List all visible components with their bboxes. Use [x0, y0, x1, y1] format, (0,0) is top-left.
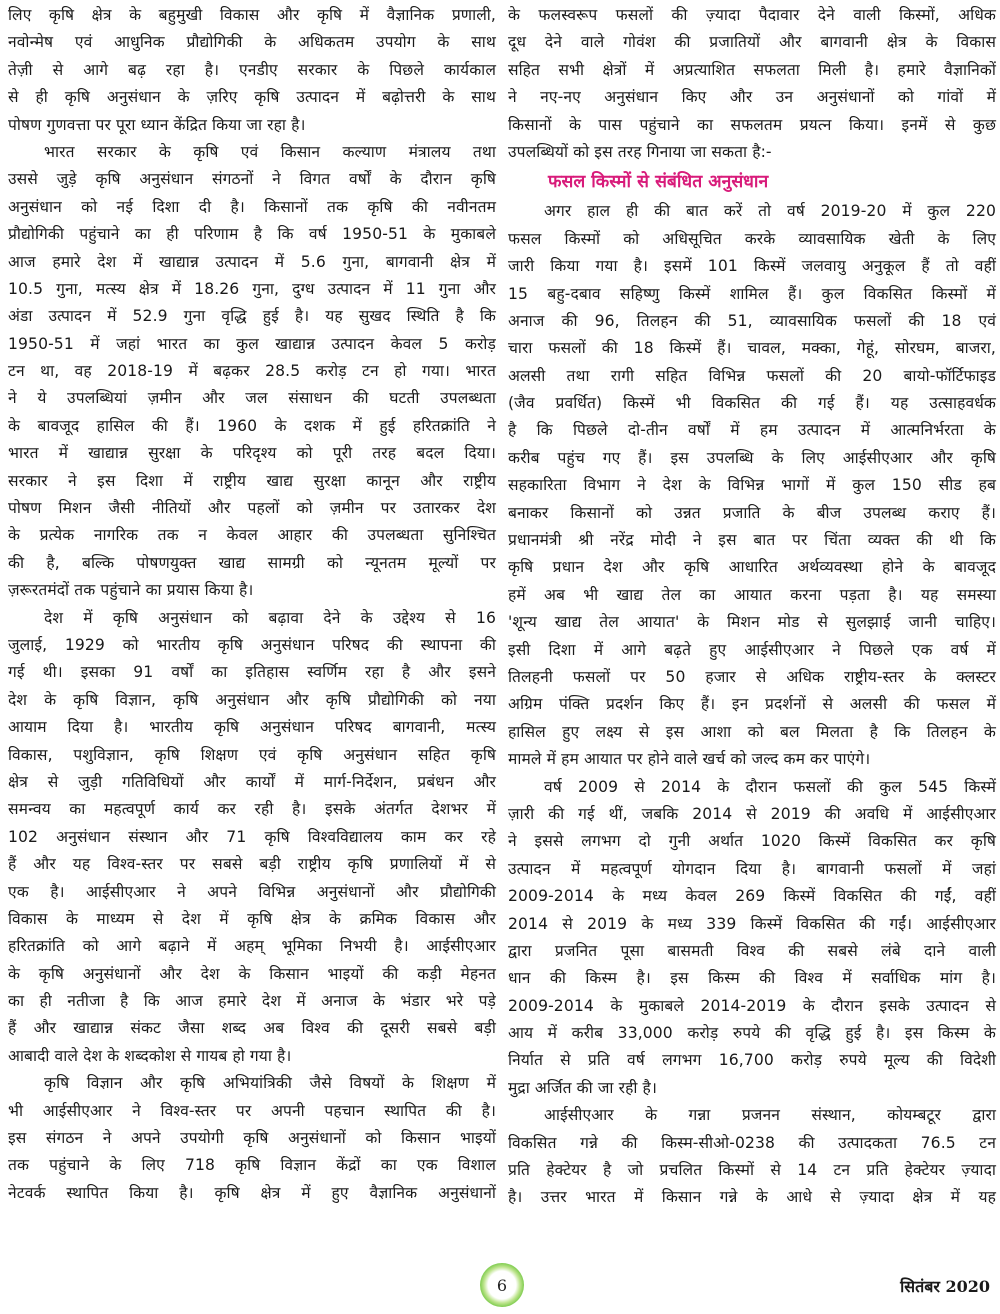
- text-line: टन था, वह 2018-19 में बढ़कर 28.5 करोड़ टन हो गया। भारत: [8, 362, 496, 381]
- text-line: अग्रिम पंक्ति प्रदर्शन किए हैं। इन प्रदर्शनों से अलसी की फसल में: [508, 695, 996, 714]
- text-line: के प्रत्येक नागरिक तक न केवल आहार की उपलब्धता सुनिश्चित: [8, 526, 496, 545]
- text-line: अनाज की 96, तिलहन की 51, व्यावसायिक फसलों की 18 एवं: [508, 311, 996, 330]
- text-line: वर्ष 2009 से 2014 के दौरान फसलों की कुल 545 किस्में: [544, 777, 996, 796]
- text-line: तेज़ी से आगे बढ़ रहा है। एनडीए सरकार के पिछले कार्यकाल: [8, 60, 496, 79]
- text-line: कृषि प्रधान देश और कृषि आधारित अर्थव्यवस्था होने के बावजूद: [508, 558, 996, 577]
- text-line: का ही नतीजा है कि आज हमारे देश में अनाज के भंडार भरे पड़े: [8, 992, 496, 1011]
- text-line: ने इससे लगभग दो गुनी अर्थात 1020 किस्में विकसित कर कृषि: [508, 832, 996, 851]
- text-line: आज हमारे देश में खाद्यान्न उत्पादन में 5.6 गुना, बागवानी क्षेत्र में: [8, 252, 496, 271]
- text-line: नेटवर्क स्थापित किया है। कृषि क्षेत्र में हुए वैज्ञानिक अनुसंधानों: [8, 1183, 496, 1202]
- text-line: ने नए-नए अनुसंधान किए और उन अनुसंधानों को गांवों में: [508, 88, 996, 107]
- text-line: के फलस्वरूप फसलों की ज़्यादा पैदावार देने वाली किस्मों, अधिक: [508, 6, 996, 24]
- page-number-badge: [480, 1263, 524, 1307]
- text-line: तिलहनी फसलों पर 50 हजार से अधिक राष्ट्रीय-स्तर के क्लस्टर: [508, 667, 996, 686]
- text-line: गई थी। इसका 91 वर्षों का इतिहास स्वर्णिम रहा है और इसने: [8, 663, 496, 682]
- right-column: [508, 2, 996, 1212]
- text-line: आय में करीब 33,000 करोड़ रुपये की वृद्धि हुई है। इस किस्म के: [508, 1024, 996, 1043]
- text-line: 'शून्य खाद्य तेल आयात' के मिशन मोड से सुलझाई जानी चाहिए।: [508, 613, 996, 632]
- text-line: किसानों के पास पहुंचाने का सफलतम प्रयत्न किया। इनमें से कुछ: [508, 115, 996, 134]
- text-line: अनुसंधान को नई दिशा दी है। किसानों तक कृषि की नवीनतम: [8, 197, 496, 216]
- text-line: हैं और यह विश्व-स्तर पर सबसे बड़ी राष्ट्रीय कृषि प्रणालियों में से: [8, 855, 496, 874]
- text-line: सहित सभी क्षेत्रों में अप्रत्याशित सफलता मिली है। हमारे वैज्ञानिकों: [508, 60, 996, 79]
- text-line: हरितक्रांति को आगे बढ़ाने में अहम् भूमिका निभयी है। आईसीएआर: [8, 937, 496, 956]
- text-line: एक है। आईसीएआर ने अपने विभिन्न अनुसंधानों और प्रौद्योगिकी: [8, 882, 496, 901]
- text-line: भारत सरकार के कृषि एवं किसान कल्याण मंत्रालय तथा: [44, 142, 496, 161]
- text-line: उपलब्धियों को इस तरह गिनाया जा सकता है:-: [508, 142, 772, 161]
- text-line: 102 अनुसंधान संस्थान और 71 कृषि विश्वविद्यालय काम कर रहे: [8, 827, 496, 846]
- text-line: विकास के माध्यम से देश में कृषि क्षेत्र के क्रमिक विकास और: [8, 909, 496, 928]
- text-line: नवोन्मेष एवं आधुनिक प्रौद्योगिकी के अधिकतम उपयोग के साथ: [8, 33, 496, 52]
- text-line: लिए कृषि क्षेत्र के बहुमुखी विकास और कृषि में वैज्ञानिक प्रणाली,: [8, 6, 496, 24]
- text-line: देश में कृषि अनुसंधान को बढ़ावा देने के उद्देश्य से 16: [44, 608, 496, 627]
- text-line: आईसीएआर के गन्ना प्रजनन संस्थान, कोयम्बटूर द्वारा: [544, 1106, 996, 1125]
- text-line: देश के कृषि विज्ञान, कृषि अनुसंधान और कृषि प्रौद्योगिकी को नया: [8, 690, 496, 709]
- text-line: भी आईसीएआर ने विश्व-स्तर पर अपनी पहचान स्थापित की है।: [8, 1101, 496, 1120]
- issue-date: सितंबर 2020: [900, 1277, 990, 1296]
- text-line: हैं और खाद्यान्न संकट जैसा शब्द अब विश्व की दूसरी सबसे बड़ी: [8, 1019, 496, 1038]
- text-line: हमें अब भी खाद्य तेल का आयात करना पड़ता है। यह समस्या: [508, 585, 996, 604]
- text-line: पोषण मिशन जैसी नीतियों और पहलों को ज़मीन पर उतारकर देश: [8, 499, 496, 518]
- text-line: उत्पादन में महत्वपूर्ण योगदान दिया है। बागवानी फसलों में जहां: [508, 859, 996, 878]
- text-line: फसल किस्मों को अधिसूचित करके व्यावसायिक खेती के लिए: [508, 229, 996, 248]
- text-line: अगर हाल ही की बात करें तो वर्ष 2019-20 में कुल 220: [544, 202, 996, 221]
- text-line: भारत में खाद्यान्न सुरक्षा के परिदृश्य को पूरी तरह बदल दिया।: [8, 444, 496, 463]
- text-line: के कृषि अनुसंधानों और देश के किसान भाइयों की कड़ी मेहनत: [8, 964, 496, 983]
- text-line: है कि पिछले दो-तीन वर्षों में हम उत्पादन में आत्मनिर्भरता के: [508, 421, 996, 440]
- text-line: विकास, पशुविज्ञान, कृषि शिक्षण एवं कृषि अनुसंधान सहित कृषि: [8, 745, 496, 764]
- text-line: 2009-2014 के मुकाबले 2014-2019 के दौरान इसके उत्पादन से: [508, 996, 996, 1015]
- text-line: अलसी तथा रागी सहित विभिन्न फसलों की 20 बायो-फॉर्टिफाइड: [508, 366, 996, 385]
- text-line: सहकारिता विभाग ने देश के विभिन्न भागों में कुल 150 सीड हब: [508, 476, 996, 495]
- text-line: द्वारा प्रजनित पूसा बासमती विश्व की सबसे लंबे दाने वाली: [508, 941, 996, 960]
- text-line: 2009-2014 के मध्य केवल 269 किस्में विकसित की गईं, वहीं: [508, 887, 996, 906]
- text-line: सरकार ने इस दिशा में राष्ट्रीय खाद्य सुरक्षा कानून और राष्ट्रीय: [8, 471, 496, 490]
- text-line: है। उत्तर भारत में किसान गन्ने के आधे से ज़्यादा क्षेत्र में यह: [508, 1188, 996, 1207]
- text-line: अंडा उत्पादन में 52.9 गुना वृद्धि हुई है। यह सुखद स्थिति है कि: [8, 307, 496, 326]
- text-line: आबादी वाले देश के शब्दकोश से गायब हो गया है।: [8, 1046, 292, 1065]
- text-line: से ही कृषि अनुसंधान के ज़रिए कृषि उत्पादन में बढ़ोत्तरी के साथ: [8, 88, 496, 107]
- section-heading: फसल किस्मों से संबंधित अनुसंधान: [548, 172, 769, 193]
- left-column: [8, 2, 496, 1207]
- text-line: क्षेत्र से जुड़ी गतिविधियों और कार्यों में मार्ग-निर्देशन, प्रबंधन और: [8, 772, 496, 791]
- text-line: प्रधानमंत्री श्री नरेंद्र मोदी ने इस बात पर चिंता व्यक्त की थी कि: [508, 531, 996, 550]
- text-line: कृषि विज्ञान और कृषि अभियांत्रिकी जैसे विषयों के शिक्षण में: [44, 1074, 496, 1093]
- text-line: 15 बहु-दबाव सहिष्णु किस्में शामिल हैं। कुल विकसित किस्मों में: [508, 284, 996, 303]
- text-line: प्रौद्योगिकी पहुंचाने का ही परिणाम है कि वर्ष 1950-51 के मुकाबले: [8, 225, 496, 244]
- page-number: 6: [496, 1275, 508, 1295]
- text-line: 1950-51 में जहां भारत का कुल खाद्यान्न उत्पादन केवल 5 करोड़: [8, 334, 496, 353]
- text-line: की है, बल्कि पोषणयुक्त खाद्य सामग्री को न्यूनतम मूल्यों पर: [8, 553, 496, 572]
- text-line: 10.5 गुना, मत्स्य क्षेत्र में 18.26 गुना, दुग्ध उत्पादन में 11 गुना और: [8, 279, 496, 298]
- text-line: दूध देने वाले गोवंश की प्रजातियों और बागवानी क्षेत्र के विकास: [508, 33, 996, 52]
- text-line: उससे जुड़े कृषि अनुसंधान संगठनों ने विगत वर्षों के दौरान कृषि: [8, 170, 496, 189]
- text-line: पोषण गुणवत्ता पर पूरा ध्यान केंद्रित किया जा रहा है।: [8, 115, 306, 134]
- text-line: इस संगठन ने अपने उपयोगी कृषि अनुसंधानों को किसान भाइयों: [8, 1129, 496, 1148]
- text-line: ने ये उपलब्धियां ज़मीन और जल संसाधन की घटती उपलब्धता: [8, 389, 496, 408]
- text-line: आयाम दिया है। भारतीय कृषि अनुसंधान परिषद बागवानी, मत्स्य: [8, 718, 496, 737]
- text-line: ज़रूरतमंदों तक पहुंचाने का प्रयास किया है।: [8, 581, 254, 600]
- text-line: जारी किया गया है। इसमें 101 किस्में जलवायु अनुकूल हैं तो वहीं: [508, 257, 996, 276]
- text-line: विकसित गन्ने की किस्म-सीओ-0238 की उत्पादकता 76.5 टन: [508, 1133, 996, 1152]
- text-line: प्रति हेक्टेयर है जो प्रचलित किस्मों से 14 टन प्रति हेक्टेयर ज़्यादा: [508, 1161, 996, 1180]
- text-line: बनाकर किसानों को उन्नत प्रजाति के बीज उपलब्ध कराए हैं।: [508, 503, 996, 522]
- text-line: धान की किस्म है। इस किस्म की विश्व में सर्वाधिक मांग है।: [508, 969, 996, 988]
- text-line: तक पहुंचाने के लिए 718 कृषि विज्ञान केंद्रों का एक विशाल: [8, 1156, 496, 1175]
- text-line: (जैव प्रवर्धित) किस्में भी विकसित की गई हैं। यह उत्साहवर्धक: [508, 394, 996, 413]
- text-line: करीब पहुंच गए हैं। इस उपलब्धि के लिए आईसीएआर और कृषि: [508, 448, 996, 467]
- text-line: मुद्रा अर्जित की जा रही है।: [508, 1078, 657, 1097]
- text-line: मामले में हम आयात पर होने वाले खर्च को जल्द कम कर पाएंगे।: [508, 750, 871, 769]
- text-line: इसी दिशा में आगे बढ़ते हुए आईसीएआर ने पिछले एक वर्ष में: [508, 640, 996, 659]
- text-line: 2014 से 2019 के मध्य 339 किस्में विकसित की गईं। आईसीएआर: [508, 914, 996, 933]
- text-line: हासिल हुए लक्ष्य से इस आशा को बल मिलता है कि तिलहन के: [508, 722, 996, 741]
- text-line: के बावजूद हासिल की हैं। 1960 के दशक में हुई हरितक्रांति ने: [8, 416, 496, 435]
- text-line: ज़ारी की गई थीं, जबकि 2014 से 2019 की अवधि में आईसीएआर: [508, 804, 996, 823]
- text-line: चारा फसलों की 18 किस्में हैं। चावल, मक्का, गेहूं, सोरघम, बाजरा,: [508, 339, 996, 358]
- text-line: समन्वय का महत्वपूर्ण कार्य कर रही है। इसके अंतर्गत देशभर में: [8, 800, 496, 819]
- text-line: निर्यात से प्रति वर्ष लगभग 16,700 करोड़ रुपये मूल्य की विदेशी: [508, 1051, 996, 1070]
- text-line: जुलाई, 1929 को भारतीय कृषि अनुसंधान परिषद की स्थापना की: [8, 635, 496, 654]
